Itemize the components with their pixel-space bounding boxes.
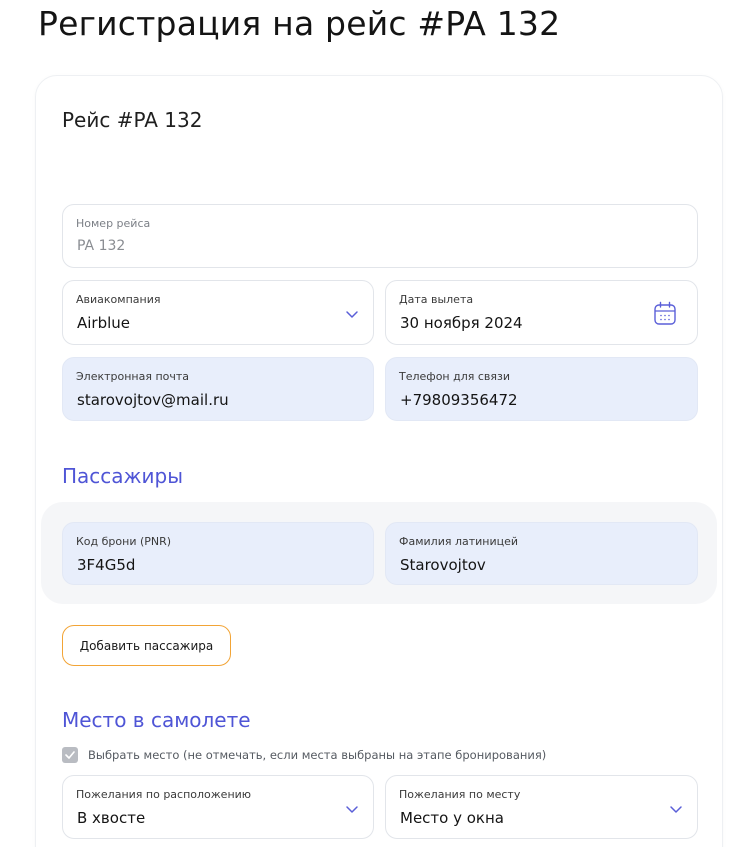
location-preference-label: Пожелания по расположению: [76, 788, 252, 801]
airline-value: Airblue: [77, 314, 131, 332]
surname-value: Starovojtov: [400, 556, 486, 574]
departure-date-value: 30 ноября 2024: [400, 314, 523, 332]
flight-number-label: Номер рейса: [76, 217, 151, 230]
check-icon: [65, 751, 75, 759]
email-value: starovojtov@mail.ru: [77, 391, 229, 409]
phone-field[interactable]: [385, 357, 698, 421]
airline-label: Авиакомпания: [76, 293, 161, 306]
chevron-down-icon: [345, 804, 359, 814]
surname-label: Фамилия латиницей: [399, 535, 519, 548]
departure-date-label: Дата вылета: [399, 293, 474, 306]
pnr-field[interactable]: [62, 522, 374, 585]
phone-value: +79809356472: [400, 391, 518, 409]
flight-number-field: [62, 204, 698, 268]
choose-seat-checkbox-row[interactable]: [62, 746, 546, 764]
surname-field[interactable]: [385, 522, 698, 585]
location-preference-select[interactable]: [62, 775, 374, 839]
calendar-icon[interactable]: [653, 301, 677, 327]
card-title: Рейс #PA 132: [62, 108, 203, 132]
airline-select[interactable]: [62, 280, 374, 345]
seat-section-title: Место в самолете: [62, 708, 251, 732]
passengers-section-title: Пассажиры: [62, 464, 184, 488]
choose-seat-checkbox[interactable]: [62, 747, 78, 763]
choose-seat-label: Выбрать место (не отмечать, если места выбраны на этапе бронирования): [88, 748, 547, 762]
flight-number-value: PA 132: [77, 238, 126, 254]
page-title: Регистрация на рейс #PA 132: [38, 4, 561, 43]
departure-date-field[interactable]: [385, 280, 698, 345]
seat-preference-select[interactable]: [385, 775, 698, 839]
email-label: Электронная почта: [76, 370, 190, 383]
seat-preference-label: Пожелания по месту: [399, 788, 521, 801]
pnr-label: Код брони (PNR): [76, 535, 172, 548]
location-preference-value: В хвосте: [77, 809, 146, 827]
pnr-value: 3F4G5d: [77, 556, 136, 574]
chevron-down-icon: [345, 309, 359, 319]
seat-preference-value: Место у окна: [400, 809, 504, 827]
chevron-down-icon: [669, 804, 683, 814]
phone-label: Телефон для связи: [399, 370, 511, 383]
email-field[interactable]: [62, 357, 374, 421]
add-passenger-button[interactable]: Добавить пассажира: [62, 625, 231, 666]
